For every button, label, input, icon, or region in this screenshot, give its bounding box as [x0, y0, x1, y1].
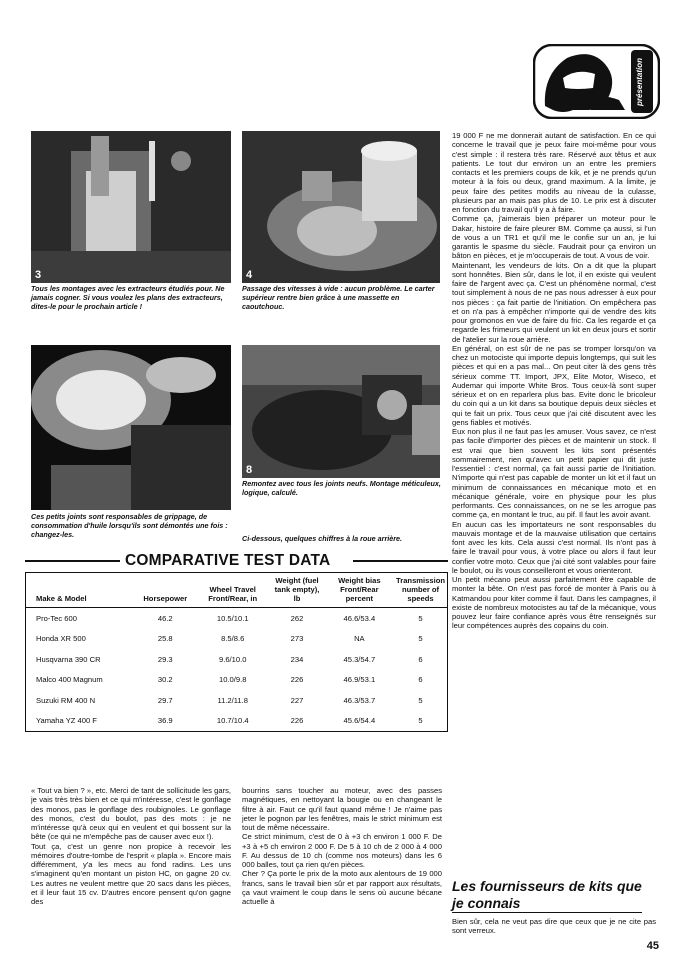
paragraph: Ce strict minimum, c'est de 0 à +3 ch environ 1 000 F. De +3 à +5 ch environ 2 000 F. De 5 à 10 ch de 2 000 à 4 000 F. Au dessus de 10 ch (comme nos moteurs) dans les 6 000 balles, tout ça rien qu'en pièces.	[242, 832, 442, 869]
table-cell-make: Suzuki RM 400 N	[36, 695, 96, 705]
table-cell-hp: 25.8	[157, 634, 173, 644]
caption-photo-4: Passage des vitesses à vide : aucun problème. Le carter supérieur rentre bien grâce à une massette en caoutchouc.	[242, 284, 435, 311]
paragraph: En aucun cas les importateurs ne sont responsables du mauvais montage et de la mauvaise utilisation que certains font avec les kits. Cela aussi c'est normal. Ils n'ont pas à faire le travail pour vous, à votre place ou alors il faut leur confier votre moto. Ceux que j'ai cité sont valables pour faire le boulot, ou ils vous conseilleront et vous orienteront.	[452, 519, 656, 575]
table-cell-hp: 29.7	[157, 695, 173, 705]
page-number: 45	[646, 940, 659, 952]
table-cell-weight: 226	[290, 716, 304, 726]
caption-photo-7: Ces petits joints sont responsables de grippage, de consommation d'huile lorsqu'ils sont démontés une fois : changez-les.	[31, 512, 228, 539]
photo-4-crankcase	[242, 131, 440, 283]
caption-photo-3: Tous les montages avec les extracteurs étudiés pour. Ne jamais cogner. Si vous voulez les plans des extracteurs, dites-le pour le prochain article !	[31, 284, 225, 311]
table-title: COMPARATIVE TEST DATA	[125, 552, 331, 569]
table-cell-bias: 46.3/53.7	[343, 695, 376, 705]
table-cell-weight: 273	[290, 634, 304, 644]
table-cell-trans: 6	[418, 675, 423, 685]
table-cell-bias: NA	[354, 634, 365, 644]
table-cell-weight: 234	[290, 654, 304, 664]
text-column-c	[452, 131, 656, 631]
table-row	[26, 670, 448, 691]
table-cell-trans: 6	[418, 654, 423, 664]
photo-number-8: 8	[246, 464, 253, 476]
section-heading-text: Les fournisseurs de kits que je connais	[452, 878, 642, 911]
col-header-travel: Wheel Travel Front/Rear, in	[196, 573, 269, 608]
caption-below-8: Ci-dessous, quelques chiffres à la roue arrière.	[242, 534, 403, 543]
paragraph: Eux non plus il ne faut pas les amuser. Vous savez, ce n'est pas facile d'importer des pièces et de maintenir un stock. Il est vrai que bien souvent les kits sont présentés sommairement, rien qu'avec un petit papier qui dit juste l'essentiel : c'est normal, ça fait aussi partie de l'initiation. N'importe qui n'est pas capable de monter un kit et il faut un minimum de connaissances en mécanique moto et en mécanique générale, voire en physique pour les plus performants. Ces connaissances, on ne se les arrogue pas comme ça, en montant le truc, au pif. Il faut les avoir avant.	[452, 427, 656, 520]
col-header-horsepower: Horsepower	[134, 573, 196, 608]
table-cell-make: Honda XR 500	[36, 634, 86, 644]
photo-number-4: 4	[246, 269, 253, 281]
text-column-c-end	[452, 917, 656, 936]
paragraph: Tout ça, c'est un genre non propice à recevoir les mémoires d'outre-tombe de l'esprit « plapla ». Encore mais différemment, y'a les mecs au fond radins. Les uns s'imaginent qu'en montant un piston HC, on gagne 20 cv. Les autres ne veulent mettre que 20 sacs dans les pièces, et il leur faut 15 cv. D'autres encore pensent qu'on gagne des	[31, 841, 231, 906]
table-cell-hp: 36.9	[157, 716, 173, 726]
table-cell-hp: 46.2	[157, 613, 173, 623]
table-cell-bias: 46.6/53.4	[343, 613, 376, 623]
paragraph: Maintenant, les vendeurs de kits. On a dit que la plupart sont honnêtes. Bien sûr, dans le lot, il en existe qui veulent faire de l'argent avec ça. C'est un phénomène normal, c'est tout simplement à nous de ne pas nous adresser à eux pour nos pièces : ça fait partie de l'initiation. On empêchera pas et on n'a pas à empêcher n'importe qui de vendre des kits pour gromonos en vue de faire du fric. Ca les regarde et ça regarde les frimeurs qui veulent un kit en deux jours et sortir de l'atelier sur la roue arrière.	[452, 260, 656, 344]
table-cell-bias: 45.3/54.7	[343, 654, 376, 664]
col-header-bias: Weight bias Front/Rear percent	[325, 573, 394, 608]
table-cell-trans: 5	[418, 613, 423, 623]
paragraph: bourrins sans toucher au moteur, avec des passes magnétiques, en nettoyant la bougie ou en changeant le filtre à air. Faut ce qu'il faut quand même ! Je n'aime pas jeter le pognon par les fenêtres, mais le strict minimum est tout de même nécessaire.	[242, 786, 442, 832]
table-cell-make: Malco 400 Magnum	[36, 675, 103, 685]
table-row	[26, 608, 448, 629]
table-cell-hp: 30.2	[157, 675, 173, 685]
table-cell-trans: 5	[418, 716, 423, 726]
caption-photo-8: Remontez avec tous les joints neufs. Montage méticuleux, logique, calculé.	[242, 479, 441, 497]
table-title-rule-left	[25, 560, 120, 562]
table-row	[26, 690, 448, 711]
col-header-weight: Weight (fuel tank empty), lb	[269, 573, 324, 608]
table-header-row	[26, 573, 448, 608]
paragraph: En général, on est sûr de ne pas se tromper lorsqu'on va chez un motociste qui importe depuis longtemps, qui suit les pièces et qui en a pas mal... On peut citer là des gens très sérieux comme TT. Import, JPX, Elite Motor, Wiseco, et Audemar qui importe White Bros. Tous ceux-là sont super sérieux et on en reparlera plus bas. Evite donc le bricoleur du coin qui a un kit dans sa boutique depuis deux siècles et qui te fait un prix. Tous ceux que j'ai cité discutent avec les gens fiables et motivés.	[452, 343, 656, 427]
presentation-logo	[533, 44, 660, 119]
table-cell-travel: 8.5/8.6	[221, 634, 245, 644]
photo-3-piston-extractor	[31, 131, 231, 283]
photo-number-3: 3	[35, 269, 42, 281]
col-header-make: Make & Model	[26, 573, 135, 608]
table-row	[26, 649, 448, 670]
comparative-test-data-table	[25, 572, 448, 732]
table-cell-make: Yamaha YZ 400 F	[36, 716, 97, 726]
table-cell-trans: 5	[418, 634, 423, 644]
col-header-transmission: Transmission number of speeds	[394, 573, 447, 608]
paragraph: Bien sûr, cela ne veut pas dire que ceux que je ne cite pas sont verreux.	[452, 917, 656, 936]
table-cell-hp: 29.3	[157, 654, 173, 664]
text-column-b	[242, 786, 442, 906]
paragraph: Un petit mécano peut aussi parfaitement être capable de monter la bête. On n'est pas forcé de monter à Paris ou à Katmandou pour kiter comme il faut. Dans les campagnes, il existe de nombreux motocistes au taf de la mécanique, vous pouvez leur faire confiance après vous être renseignés sur leur compétences auprès des copains du coin.	[452, 575, 656, 631]
table-cell-travel: 9.6/10.0	[218, 654, 247, 664]
paragraph: Cher ? Ça porte le prix de la moto aux alentours de 19 000 francs, sans le travail bien sûr et par rapport aux résultats, ça vaut vraiment le coup dans le sens où aucune bécane actuelle à	[242, 869, 442, 906]
photo-8-engine-assembly	[242, 345, 440, 478]
table-cell-travel: 11.2/11.8	[217, 695, 248, 705]
table-row	[26, 711, 448, 732]
table-cell-travel: 10.7/10.4	[216, 716, 249, 726]
table-cell-travel: 10.0/9.8	[218, 675, 247, 685]
paragraph: « Tout va bien ? », etc. Merci de tant de sollicitude les gars, je vais très très bien et ce qui m'intéresse, c'est le gonflage des monos, pas le gonflage des roubignoles. Le gonflage des monos, c'est du boulot, pas des mots : je ne m'intéresse qu'à ceux qui en veulent et qui bossent sur la bête (ce qui ne m'empêche pas de causer avec eux !).	[31, 786, 231, 842]
text-column-a	[31, 786, 231, 906]
table-cell-weight: 226	[290, 675, 304, 685]
section-heading-kit-suppliers	[452, 878, 672, 913]
table-cell-bias: 46.9/53.1	[343, 675, 376, 685]
paragraph: Comme ça, j'aimerais bien préparer un moteur pour le Dakar, histoire de faire pleurer BM. Comme ça aussi, si l'un de vous a un TR1 et qu'il me le confie sur un an, je lui garantis le spasme du siècle. Faudrait pour ça environ un bâton en pièces, et je m'occuperais de tout. A vous de voir.	[452, 214, 656, 261]
table-cell-travel: 10.5/10.1	[216, 613, 249, 623]
table-cell-bias: 45.6/54.4	[343, 716, 376, 726]
table-cell-weight: 227	[290, 695, 304, 705]
table-cell-make: Husqvarna 390 CR	[36, 654, 101, 664]
table-cell-weight: 262	[290, 613, 304, 623]
table-row	[26, 629, 448, 650]
logo-text: présentation	[635, 57, 644, 106]
paragraph: 19 000 F ne me donnerait autant de satisfaction. En ce qui concerne le travail que je peux faire moi-même pour vous c'est simple : il restera très rare. Réservé aux têtus et aux patients. Le tout dur environ un an entre les premiers contacts et les premiers coups de kik, et je ne prends qu'un moteur à la fois ou deux, grand maximum. A la limite, je peux faire des petites modifs au niveau de la culasse, plusieurs par an mais pas plus de 10. Le prix est à discuter en fonction du travail qu'il y a à faire.	[452, 131, 656, 214]
photo-7-joints	[31, 345, 231, 510]
table-title-rule-right	[353, 560, 448, 562]
table-cell-trans: 5	[418, 695, 423, 705]
table-cell-make: Pro-Tec 600	[36, 613, 77, 623]
